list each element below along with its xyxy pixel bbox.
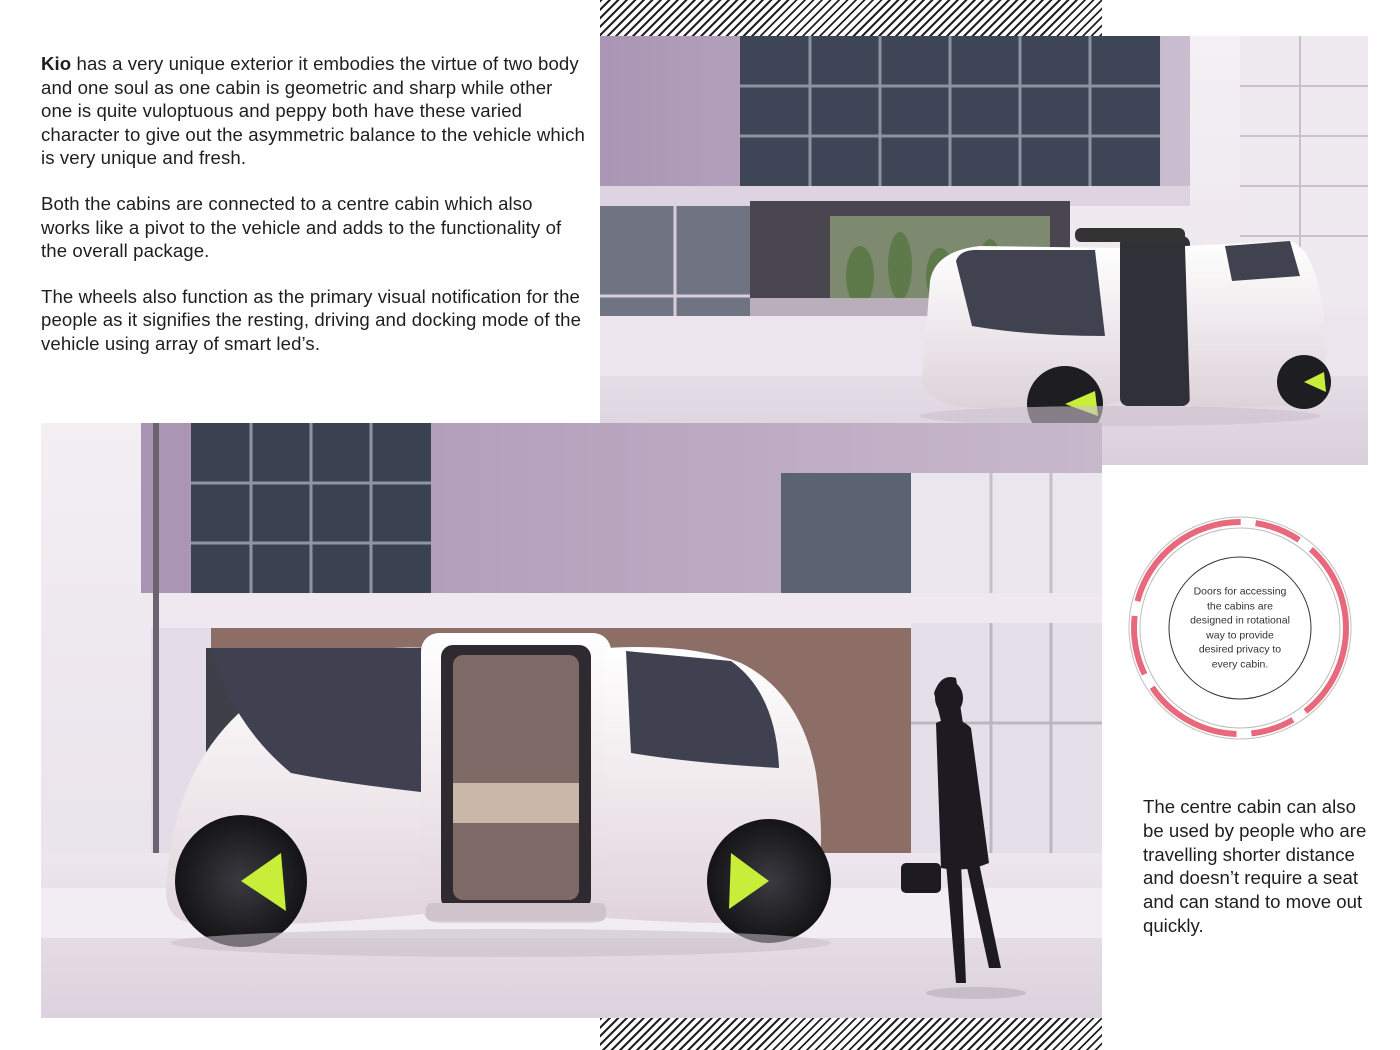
intro-paragraph-3: The wheels also function as the primary visual notification for the people as it signifies the resting, driving and docking mode of the vehicle using array of smart led’s. [41, 285, 582, 354]
intro-paragraph-2: Both the cabins are connected to a centre cabin which also works like a pivot to the vehicle and adds to the functionality of the overall package. [41, 192, 562, 262]
vehicle-render-top [600, 36, 1368, 465]
hatch-pattern-top [600, 0, 1102, 36]
door-rotation-callout [1124, 512, 1356, 744]
vehicle-render-main-image [41, 423, 1102, 1018]
brand-name: Kio [41, 53, 72, 74]
intro-text-block [41, 52, 586, 378]
hatch-pattern-bottom [600, 1018, 1102, 1050]
centre-cabin-note: The centre cabin can also be used by people who are travelling shorter distance and doesn’t require a seat and can stand to move out quickly. [1143, 796, 1367, 936]
door-rotation-text: Doors for accessing the cabins are designed in rotational way to provide desired privacy to every cabin. [1190, 585, 1290, 670]
intro-paragraph-1-text: has a very unique exterior it embodies the virtue of two body and one soul as one cabin is geometric and sharp while other one is quite vuloptuous and peppy both have these varied character to give out the asymmetric balance to the vehicle which is very unique and fresh. [41, 53, 585, 169]
intro-paragraph-1 [41, 52, 586, 170]
vehicle-render-main [41, 423, 1102, 1018]
vehicle-render-top-image [600, 36, 1368, 465]
